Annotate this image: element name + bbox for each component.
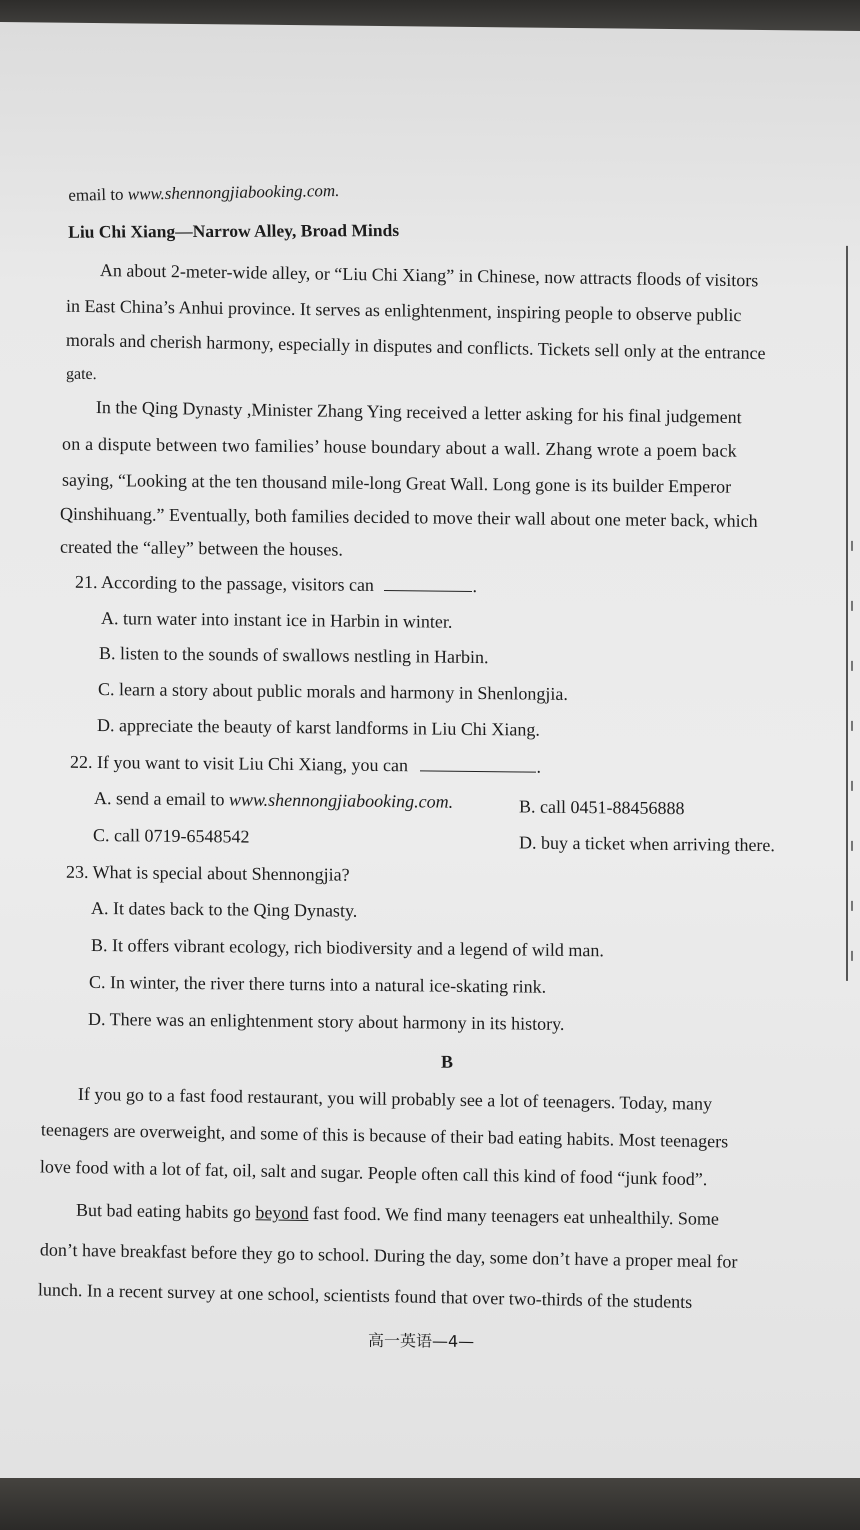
- column-rule: [846, 246, 848, 981]
- underlined-word-beyond: beyond: [255, 1202, 309, 1224]
- edge-mark: [851, 841, 860, 851]
- q21-stem-text: 21. According to the passage, visitors can: [75, 571, 374, 595]
- q22-option-a: [94, 787, 453, 813]
- para2-line-2: on a dispute between two families’ house boundary about a wall. Zhang wrote a poem back: [62, 433, 737, 461]
- para2-line-5: created the “alley” between the houses.: [60, 536, 343, 560]
- b-para2-line-2: don’t have breakfast before they go to school. During the day, some don’t have a proper meal for: [39, 1239, 738, 1272]
- b-para2-line-1: [76, 1199, 719, 1230]
- q22-option-a-url: www.shennongjiabooking.com.: [228, 789, 454, 812]
- page-footer: 高一英语—4—: [368, 1330, 475, 1351]
- edge-mark: [851, 541, 860, 551]
- para1-line-3: morals and cherish harmony, especially in disputes and conflicts. Tickets sell only at the entrance: [65, 329, 766, 364]
- q22-option-c: C. call 0719-6548542: [93, 824, 250, 847]
- q22-option-a-text: A. send a email to: [94, 787, 229, 810]
- header-email-line: [68, 180, 340, 207]
- header-url: www.shennongjiabooking.com.: [127, 180, 340, 204]
- para1-line-4: gate.: [66, 365, 97, 384]
- q21-option-a: A. turn water into instant ice in Harbin in winter.: [101, 608, 453, 632]
- para1-line-1: An about 2-meter-wide alley, or “Liu Chi Xiang” in Chinese, now attracts floods of visitors: [99, 260, 759, 291]
- section-b-heading: B: [441, 1051, 454, 1072]
- q23-stem: 23. What is special about Shennongjia?: [66, 861, 350, 885]
- q22-option-b: B. call 0451-88456888: [519, 796, 685, 819]
- q22-stem: [70, 751, 541, 778]
- q21-stem-end: .: [472, 575, 477, 596]
- exam-page: [0, 22, 860, 1487]
- para2-line-4: Qinshihuang.” Eventually, both families decided to move their wall about one meter back, which: [60, 503, 758, 531]
- edge-mark: [851, 661, 860, 671]
- b-para2-line-3: lunch. In a recent survey at one school, scientists found that over two-thirds of the students: [37, 1279, 693, 1312]
- b-para1-line-1: If you go to a fast food restaurant, you will probably see a lot of teenagers. Today, many: [77, 1083, 713, 1114]
- q21-option-c: C. learn a story about public morals and harmony in Shenlongjia.: [98, 679, 568, 704]
- para1-line-2: in East China’s Anhui province. It serves as enlightenment, inspiring people to observe public: [65, 295, 742, 326]
- q22-answer-blank: [420, 756, 536, 772]
- para2-line-1: In the Qing Dynasty ,Minister Zhang Ying received a letter asking for his final judgement: [95, 397, 742, 428]
- q21-option-b: B. listen to the sounds of swallows nestling in Harbin.: [99, 643, 489, 668]
- b-para1-line-3: love food with a lot of fat, oil, salt and sugar. People often call this kind of food “junk food”.: [39, 1156, 708, 1190]
- q21-answer-blank: [384, 576, 472, 592]
- q22-stem-end: .: [536, 756, 541, 777]
- b-para2-line-1-post: fast food. We find many teenagers eat unhealthily. Some: [308, 1203, 719, 1229]
- header-prefix: email to: [68, 184, 129, 205]
- edge-mark: [851, 951, 860, 961]
- q22-option-d: D. buy a ticket when arriving there.: [519, 832, 775, 856]
- q21-stem: [75, 571, 477, 597]
- edge-mark: [851, 781, 860, 791]
- q23-option-d: D. There was an enlightenment story about harmony in its history.: [88, 1008, 565, 1034]
- photo-bottom-background: [0, 1478, 860, 1530]
- q23-option-c: C. In winter, the river there turns into a natural ice-skating rink.: [89, 971, 547, 997]
- q23-option-b: B. It offers vibrant ecology, rich biodiversity and a legend of wild man.: [91, 934, 604, 961]
- q21-option-d: D. appreciate the beauty of karst landforms in Liu Chi Xiang.: [97, 715, 540, 740]
- para2-line-3: saying, “Looking at the ten thousand mile-long Great Wall. Long gone is its builder Emperor: [62, 469, 732, 497]
- edge-mark: [851, 901, 860, 911]
- b-para2-line-1-pre: But bad eating habits go: [75, 1199, 256, 1223]
- passage-title: Liu Chi Xiang—Narrow Alley, Broad Minds: [68, 219, 400, 242]
- b-para1-line-2: teenagers are overweight, and some of this is because of their bad eating habits. Most teenagers: [40, 1119, 729, 1152]
- edge-mark: [851, 601, 860, 611]
- q23-option-a: A. It dates back to the Qing Dynasty.: [91, 897, 358, 921]
- edge-mark: [851, 721, 860, 731]
- q22-stem-text: 22. If you want to visit Liu Chi Xiang, you can: [70, 751, 408, 776]
